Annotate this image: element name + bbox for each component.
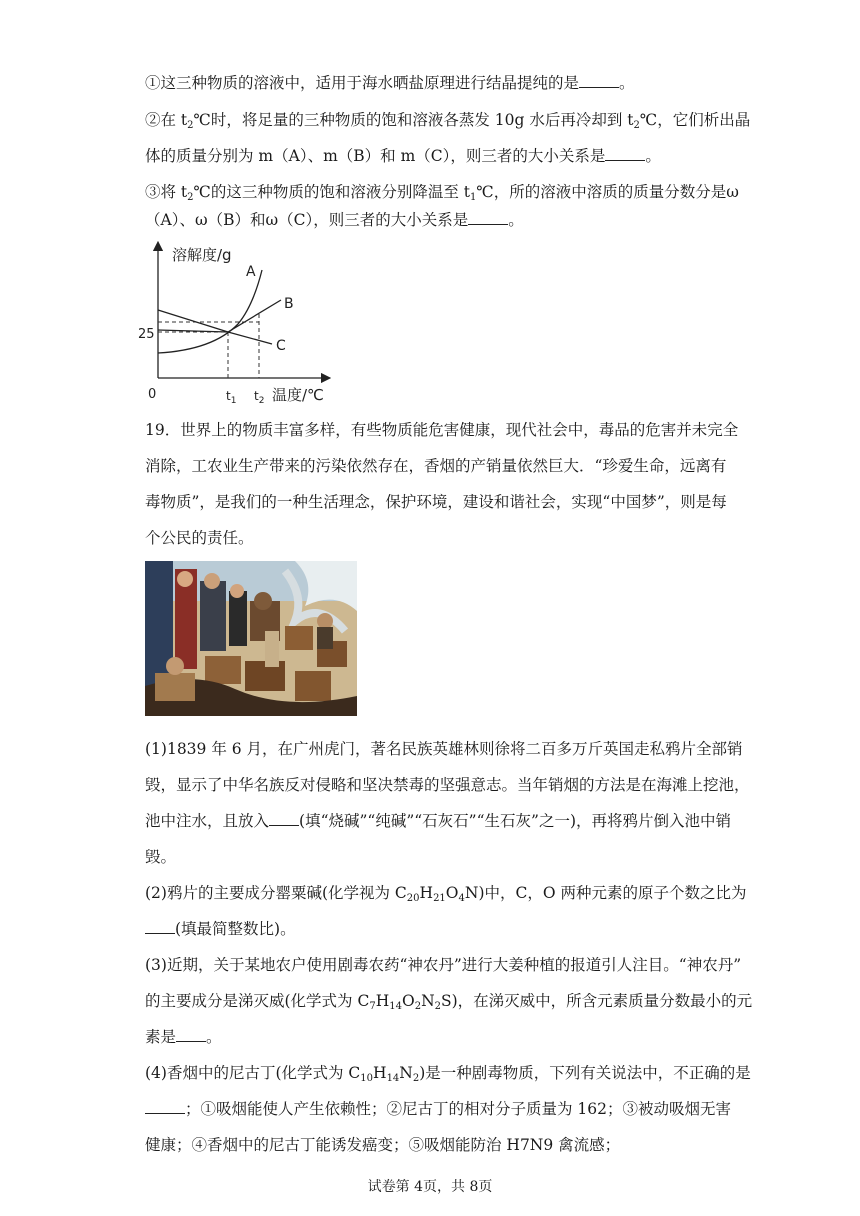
answer-blank[interactable] — [269, 811, 299, 826]
q18-item1: ①这三种物质的溶液中，适用于海水晒盐原理进行结晶提纯的是 。 — [145, 74, 635, 92]
q18-item3-line2: （A）、ω（B）和ω（C），则三者的大小关系是 。 — [145, 211, 524, 229]
q19-intro-line2: 消除，工农业生产带来的污染依然存在，香烟的产销量依然巨大．“珍爱生命，远离有 — [145, 457, 727, 475]
q19-intro-line3: 毒物质”，是我们的一种生活理念，保护环境，建设和谐社会，实现“中国梦”，则是每 — [145, 493, 727, 511]
q19-p2-line1: (2)鸦片的主要成分罂粟碱(化学视为 $C_{20}H_{21}O_4N$)中，C，O 两种元素的原子个数之比为 — [145, 884, 747, 904]
q19-p4-line1: (4)香烟中的尼古丁(化学式为 $C_{10}H_{14}N_2$)是一种剧毒物质，下列有关说法中，不正确的是 — [145, 1064, 751, 1084]
x-tick-t1: $t_1$ — [226, 389, 237, 406]
answer-blank[interactable] — [579, 73, 619, 88]
q19-p3-line2: 的主要成分是涕灭威(化学式为 $C_7H_{14}O_2N_2S$)，在涕灭威中，所含元素质量分数最小的元 — [145, 992, 753, 1012]
solubility-chart — [138, 240, 338, 408]
x-axis-label: 温度/℃ — [272, 386, 324, 404]
origin-label: 0 — [148, 387, 157, 402]
q18-item2-line1: ②在 $t_2℃$时，将足量的三种物质的饱和溶液各蒸发 10g 水后再冷却到 $t_2℃$，它们析出晶 — [145, 111, 751, 131]
q19-p3-line3: 素是 。 — [145, 1028, 222, 1046]
q19-p1-line2: 毁，显示了中华名族反对侵略和坚决禁毒的坚强意志。当年销烟的方法是在海滩上挖池， — [145, 776, 750, 794]
q19-p3-line1: (3)近期，关于某地农户使用剧毒农药“神农丹”进行大姜种植的报道引人注目。“神农丹” — [145, 956, 742, 974]
answer-blank[interactable] — [605, 146, 645, 161]
q19-p1-line3: 池中注水，且放入 (填“烧碱”“纯碱”“石灰石”“生石灰”之一)，再将鸦片倒入池中销 — [145, 812, 732, 830]
q19-p2-line2: (填最简整数比)。 — [145, 919, 725, 939]
y-tick-25: 25 — [138, 327, 155, 342]
y-axis-label: 溶解度/g — [172, 246, 232, 264]
q19-p4-line2: ；①吸烟能使人产生依赖性；②尼古丁的相对分子质量为 162；③被动吸烟无害 — [145, 1099, 725, 1119]
q19-p1-line1: (1)1839 年 6 月，在广州虎门，著名民族英雄林则徐将二百多万斤英国走私鸦片全部销 — [145, 740, 743, 758]
answer-blank[interactable] — [145, 1099, 185, 1114]
answer-blank[interactable] — [145, 919, 175, 934]
series-label-B: B — [284, 296, 294, 312]
answer-blank[interactable] — [468, 210, 508, 225]
q19-p1-line4: 毁。 — [145, 848, 177, 866]
series-label-C: C — [276, 338, 286, 354]
q18-item2-line2: 体的质量分别为 m（A）、m（B）和 m（C），则三者的大小关系是 。 — [145, 147, 661, 165]
series-label-A: A — [246, 264, 256, 280]
curve-A — [158, 270, 262, 353]
answer-blank[interactable] — [176, 1027, 206, 1042]
q19-intro-line1: 19．世界上的物质丰富多样，有些物质能危害健康，现代社会中，毒品的危害并未完全 — [145, 421, 739, 439]
x-tick-t2: $t_2$ — [254, 389, 265, 406]
q18-item3-line1: ③将 $t_2℃$的这三种物质的饱和溶液分别降温至 $t_1℃$，所的溶液中溶质的质量分数分是ω — [145, 183, 739, 203]
page-footer: 试卷第 4页，共 8页 — [367, 1179, 493, 1195]
q19-intro-line4: 个公民的责任。 — [145, 529, 254, 547]
q19-p4-line3: 健康；④香烟中的尼古丁能诱发癌变；⑤吸烟能防治 H7N9 禽流感； — [145, 1136, 621, 1154]
opium-destruction-painting — [145, 561, 357, 716]
